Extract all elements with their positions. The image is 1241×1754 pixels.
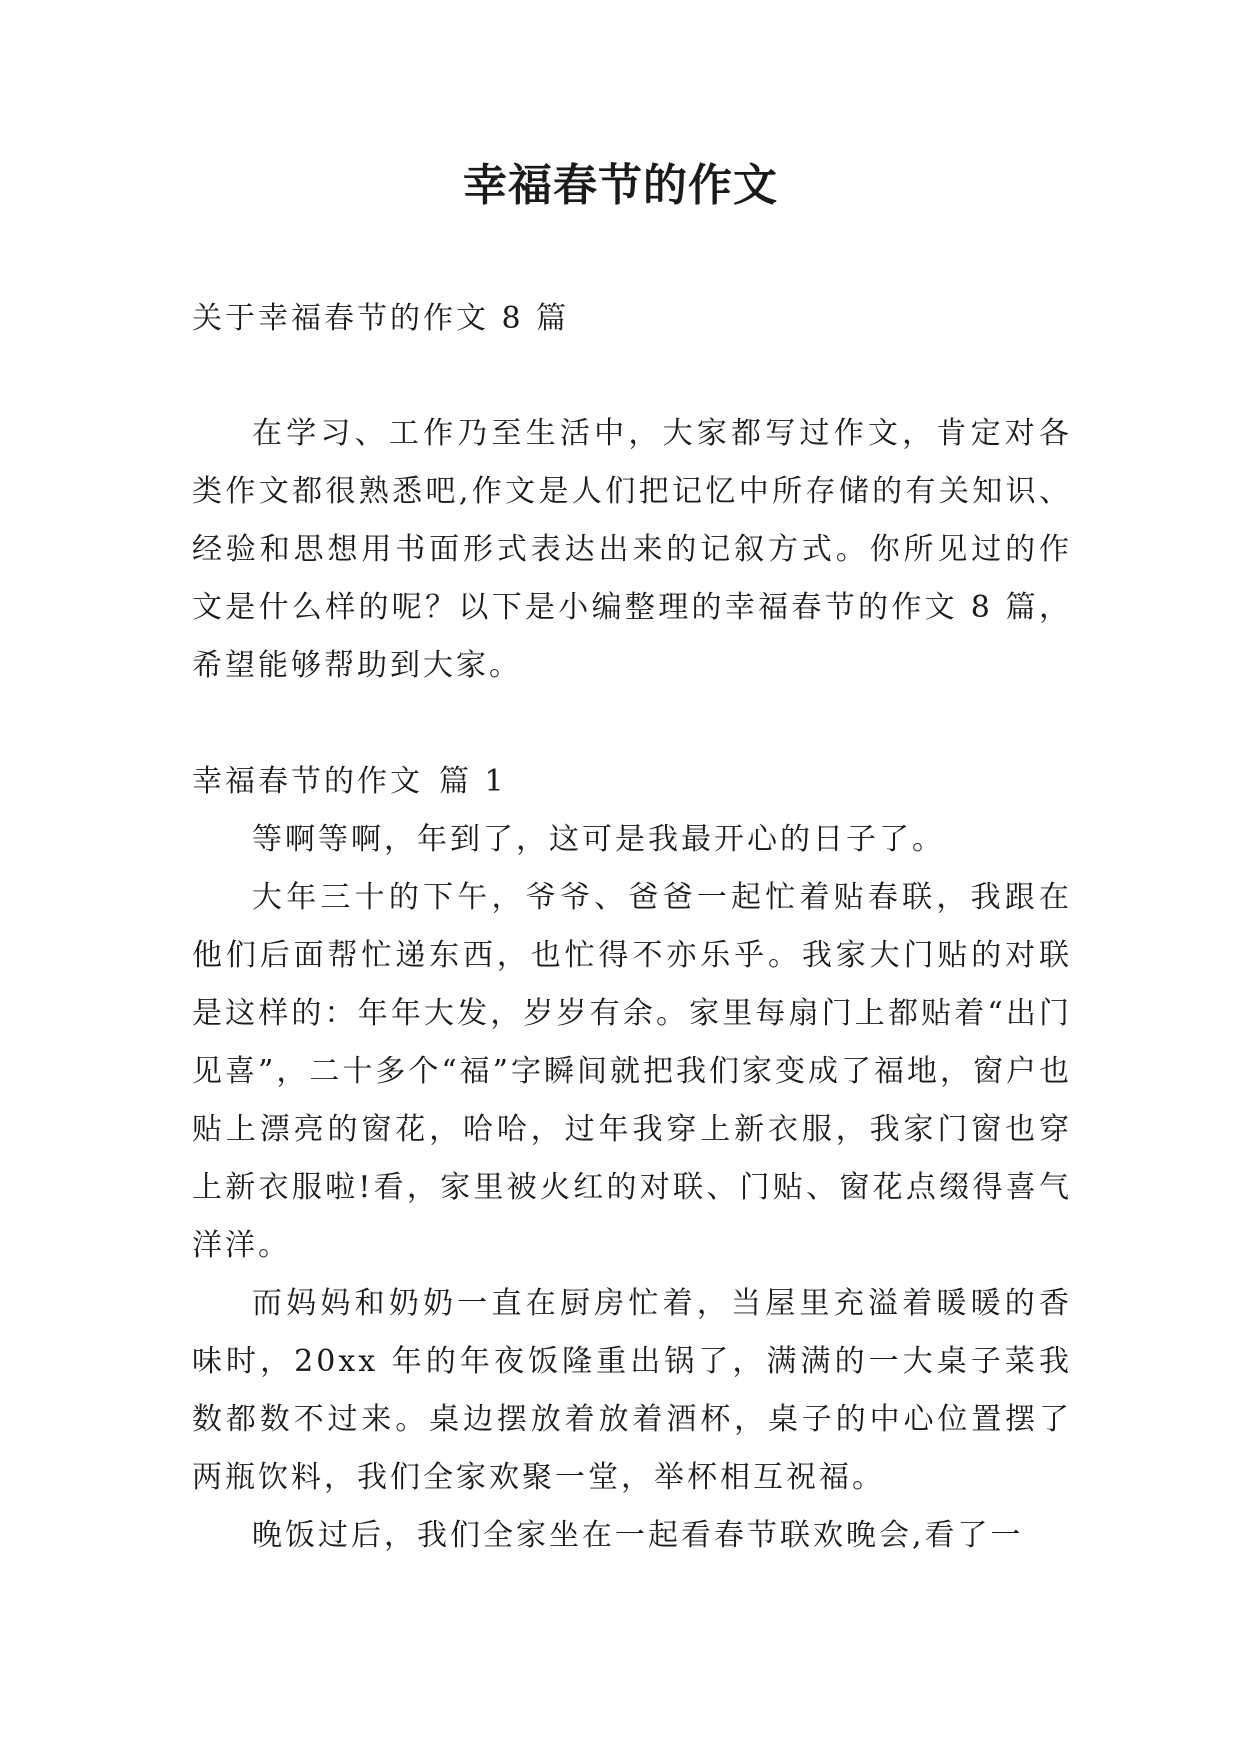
- intro-paragraph: 在学习、工作乃至生活中，大家都写过作文，肯定对各类作文都很熟悉吧,作文是人们把记忆中所存储的有关知识、经验和思想用书面形式表达出来的记叙方式。你所见过的作文是什么样的呢？以下是小编整理的幸福春节的作文 8 篇，希望能够帮助到大家。: [192, 416, 1072, 683]
- document-title: 幸福春节的作文: [463, 160, 778, 211]
- body-paragraph-1: 等啊等啊，年到了，这可是我最开心的日子了。: [252, 822, 945, 857]
- body-paragraph-2: 大年三十的下午，爷爷、爸爸一起忙着贴春联，我跟在他们后面帮忙递东西，也忙得不亦乐乎。我家大门贴的对联是这样的：年年大发，岁岁有余。家里每扇门上都贴着“出门见喜”，二十多个“福”字瞬间就把我们家变成了福地，窗户也贴上漂亮的窗花，哈哈，过年我穿上新衣服，我家门窗也穿上新衣服啦!看，家里被火红的对联、门贴、窗花点缀得喜气洋洋。: [192, 880, 1073, 1263]
- section-number: 篇 1: [439, 764, 507, 799]
- body-paragraph-3: 而妈妈和奶奶一直在厨房忙着，当屋里充溢着暖暖的香味时，20xx 年的年夜饭隆重出锅了，满满的一大桌子菜我数都数不过来。桌边摆放着放着酒杯，桌子的中心位置摆了两瓶饮料，我们全家欢聚一堂，举杯相互祝福。: [192, 1286, 1072, 1495]
- document-body: [192, 290, 1072, 1565]
- body-paragraph-4: 晚饭过后，我们全家坐在一起看春节联欢晚会,看了一: [252, 1518, 1024, 1553]
- document-subtitle: 关于幸福春节的作文 8 篇: [192, 301, 570, 336]
- section-heading-text: 幸福春节的作文: [192, 764, 423, 799]
- section-heading: [192, 753, 1072, 811]
